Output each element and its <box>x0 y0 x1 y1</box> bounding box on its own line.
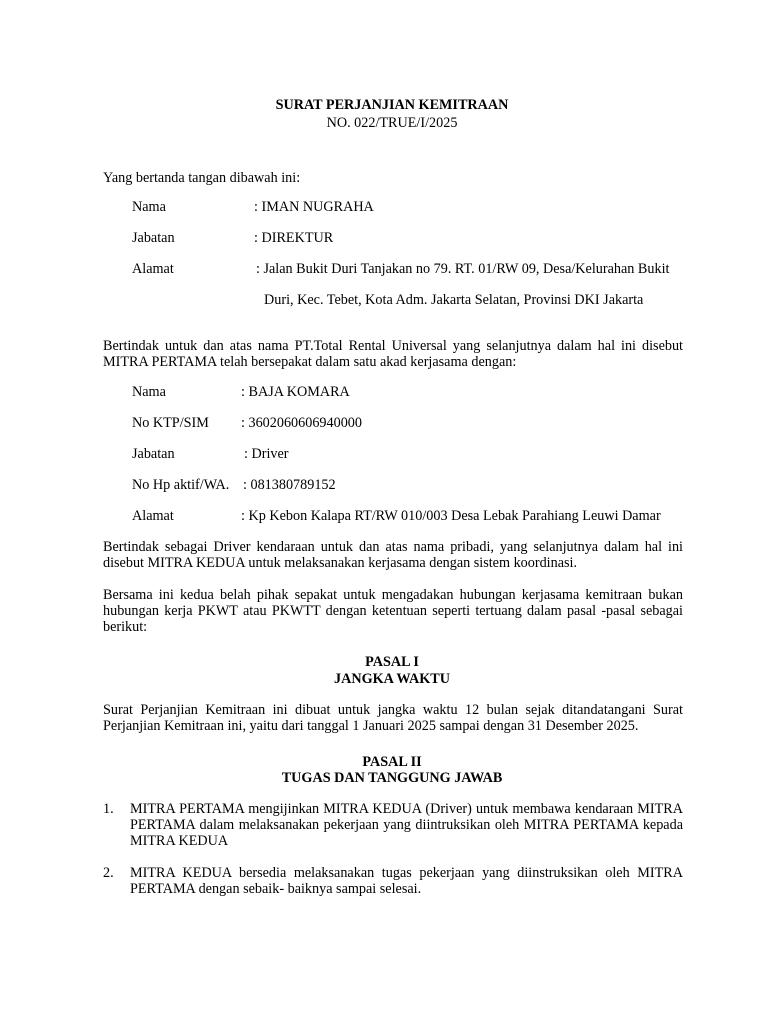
pasal1-heading: PASAL I <box>365 654 419 670</box>
party1-alamat-value-line1: : Jalan Bukit Duri Tanjakan no 79. RT. 01/RW 09, Desa/Kelurahan Bukit <box>256 261 670 277</box>
document-number: NO. 022/TRUE/I/2025 <box>326 115 458 131</box>
party2-ktp-value: : 3602060606940000 <box>241 415 362 431</box>
pasal1-text: Surat Perjanjian Kemitraan ini dibuat untuk jangka waktu 12 bulan sejak ditandatangani Surat Perjanjian Kemitraan ini, yaitu dari tanggal 1 Januari 2025 sampai dengan 31 Desember 2025. <box>103 702 683 734</box>
party2-paragraph: Bertindak sebagai Driver kendaraan untuk dan atas nama pribadi, yang selanjutnya dalam hal ini disebut MITRA KEDUA untuk melaksanakan kerjasama dengan sistem koordinasi. <box>103 539 683 571</box>
party1-jabatan-label: Jabatan <box>132 230 175 246</box>
list-item-text: MITRA KEDUA bersedia melaksanakan tugas pekerjaan yang diinstruksikan oleh MITRA PERTAMA dengan sebaik- baiknya sampai selesai. <box>130 865 683 897</box>
pasal2-heading: PASAL II <box>362 754 422 770</box>
party1-alamat-label: Alamat <box>132 261 174 277</box>
list-item-number: 1. <box>103 801 114 817</box>
party2-ktp-label: No KTP/SIM <box>132 415 209 431</box>
party2-alamat-label: Alamat <box>132 508 174 524</box>
party1-nama-value: : IMAN NUGRAHA <box>254 199 374 215</box>
party2-nama-value: : BAJA KOMARA <box>241 384 350 400</box>
list-item-text: MITRA PERTAMA mengijinkan MITRA KEDUA (Driver) untuk membawa kendaraan MITRA PERTAMA dalam melaksanakan pekerjaan yang diintruksikan oleh MITRA PERTAMA kepada MITRA KEDUA <box>130 801 683 849</box>
party2-nama-label: Nama <box>132 384 166 400</box>
party1-jabatan-value: : DIREKTUR <box>254 230 334 246</box>
pasal2-subheading: TUGAS DAN TANGGUNG JAWAB <box>281 770 503 786</box>
intro-text: Yang bertanda tangan dibawah ini: <box>103 170 301 186</box>
party2-jabatan-label: Jabatan <box>132 446 175 462</box>
party2-hp-value: : 081380789152 <box>243 477 336 493</box>
list-item-number: 2. <box>103 865 114 881</box>
party1-alamat-value-line2: Duri, Kec. Tebet, Kota Adm. Jakarta Selatan, Provinsi DKI Jakarta <box>264 292 644 308</box>
agreement-paragraph: Bersama ini kedua belah pihak sepakat untuk mengadakan hubungan kerjasama kemitraan bukan hubungan kerja PKWT atau PKWTT dengan ketentuan seperti tertuang dalam pasal -pasal sebagai berikut: <box>103 587 683 635</box>
pasal1-subheading: JANGKA WAKTU <box>333 671 450 687</box>
party1-paragraph: Bertindak untuk dan atas nama PT.Total Rental Universal yang selanjutnya dalam hal ini disebut MITRA PERTAMA telah bersepakat dalam satu akad kerjasama dengan: <box>103 338 683 370</box>
party1-nama-label: Nama <box>132 199 166 215</box>
party2-alamat-value: : Kp Kebon Kalapa RT/RW 010/003 Desa Lebak Parahiang Leuwi Damar <box>241 508 661 524</box>
party2-hp-label: No Hp aktif/WA. <box>132 477 230 493</box>
document-title: SURAT PERJANJIAN KEMITRAAN <box>275 97 509 113</box>
party2-jabatan-value: : Driver <box>244 446 289 462</box>
